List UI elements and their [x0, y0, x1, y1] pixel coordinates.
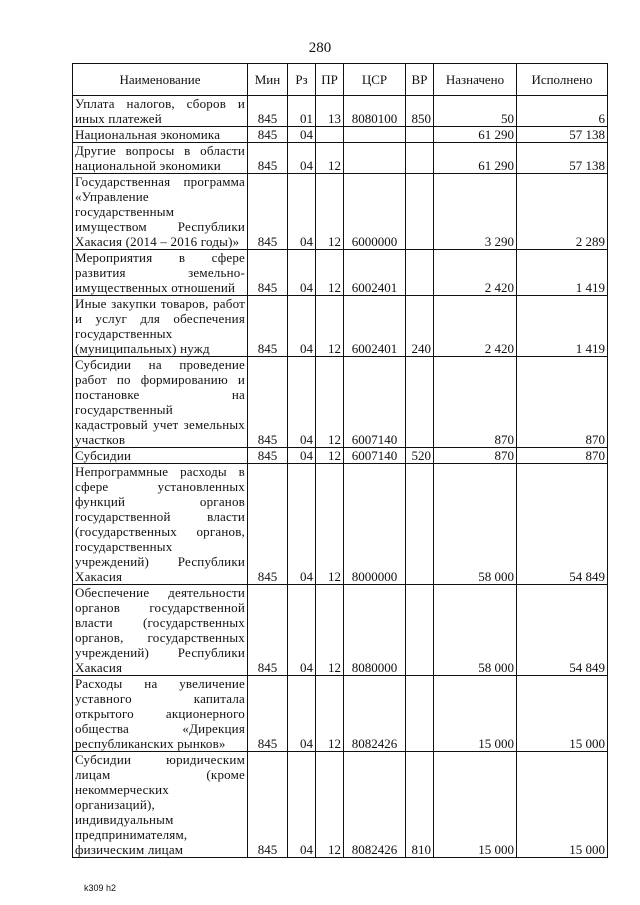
cell-assigned: 61 290: [434, 143, 517, 174]
cell-min: 845: [248, 174, 288, 250]
cell-assigned: 870: [434, 357, 517, 448]
cell-executed: 870: [517, 448, 608, 464]
cell-pr: 12: [316, 174, 344, 250]
cell-vr: 810: [406, 752, 434, 858]
cell-executed: 1 419: [517, 250, 608, 296]
cell-executed: 54 849: [517, 585, 608, 676]
cell-assigned: 3 290: [434, 174, 517, 250]
cell-rz: 04: [288, 448, 316, 464]
cell-pr: 12: [316, 250, 344, 296]
cell-csr: 6007140: [344, 448, 406, 464]
cell-vr: [406, 174, 434, 250]
cell-executed: 6: [517, 96, 608, 127]
cell-name: Иные закупки товаров, работ и услуг для обеспечения государственных (муниципальных) нужд: [73, 296, 248, 357]
cell-min: 845: [248, 96, 288, 127]
cell-csr: 8080000: [344, 585, 406, 676]
cell-assigned: 15 000: [434, 676, 517, 752]
table-row: [73, 752, 608, 858]
cell-rz: 04: [288, 174, 316, 250]
cell-pr: 12: [316, 752, 344, 858]
cell-name: Расходы на увеличение уставного капитала открытого акционерного общества «Дирекция республиканских рынков»: [73, 676, 248, 752]
table-header-row: [73, 64, 608, 96]
header-executed: Исполнено: [517, 64, 608, 96]
cell-executed: 57 138: [517, 143, 608, 174]
cell-name: Другие вопросы в области национальной экономики: [73, 143, 248, 174]
cell-assigned: 61 290: [434, 127, 517, 143]
cell-vr: [406, 143, 434, 174]
header-csr: ЦСР: [344, 64, 406, 96]
cell-csr: [344, 143, 406, 174]
cell-rz: 04: [288, 585, 316, 676]
cell-csr: [344, 127, 406, 143]
cell-name: Национальная экономика: [73, 127, 248, 143]
cell-csr: 6002401: [344, 296, 406, 357]
cell-pr: 13: [316, 96, 344, 127]
cell-vr: [406, 250, 434, 296]
cell-min: 845: [248, 464, 288, 585]
cell-executed: 57 138: [517, 127, 608, 143]
cell-pr: [316, 127, 344, 143]
table-row: [73, 250, 608, 296]
cell-rz: 04: [288, 296, 316, 357]
cell-csr: 6000000: [344, 174, 406, 250]
table-row: [73, 448, 608, 464]
table-row: [73, 127, 608, 143]
cell-rz: 01: [288, 96, 316, 127]
cell-rz: 04: [288, 464, 316, 585]
cell-assigned: 870: [434, 448, 517, 464]
cell-assigned: 58 000: [434, 464, 517, 585]
cell-name: Мероприятия в сфере развития земельно-имущественных отношений: [73, 250, 248, 296]
cell-assigned: 2 420: [434, 250, 517, 296]
table-row: [73, 96, 608, 127]
cell-executed: 15 000: [517, 676, 608, 752]
cell-min: 845: [248, 127, 288, 143]
cell-rz: 04: [288, 127, 316, 143]
cell-rz: 04: [288, 250, 316, 296]
cell-name: Непрограммные расходы в сфере установленных функций органов государственной власти (государственных органов, государственных учреждений) Республики Хакасия: [73, 464, 248, 585]
cell-name: Обеспечение деятельности органов государственной власти (государственных органов, государственных учреждений) Республики Хакасия: [73, 585, 248, 676]
table-row: [73, 296, 608, 357]
cell-assigned: 15 000: [434, 752, 517, 858]
cell-vr: 520: [406, 448, 434, 464]
cell-name: Субсидии на проведение работ по формированию и постановке на государственный кадастровый учет земельных участков: [73, 357, 248, 448]
cell-vr: [406, 357, 434, 448]
cell-rz: 04: [288, 143, 316, 174]
cell-min: 845: [248, 250, 288, 296]
page-number: 280: [308, 40, 332, 56]
cell-assigned: 50: [434, 96, 517, 127]
budget-table: [72, 63, 608, 858]
table-row: [73, 676, 608, 752]
table-body: [73, 96, 608, 858]
cell-executed: 2 289: [517, 174, 608, 250]
cell-vr: 240: [406, 296, 434, 357]
cell-min: 845: [248, 448, 288, 464]
header-name: Наименование: [73, 64, 248, 96]
cell-name: Субсидии: [73, 448, 248, 464]
cell-min: 845: [248, 676, 288, 752]
cell-csr: 8082426: [344, 676, 406, 752]
table-row: [73, 143, 608, 174]
cell-pr: 12: [316, 676, 344, 752]
footer-code: k309 h2: [84, 883, 117, 893]
header-pr: ПР: [316, 64, 344, 96]
cell-executed: 1 419: [517, 296, 608, 357]
cell-assigned: 58 000: [434, 585, 517, 676]
cell-csr: 8000000: [344, 464, 406, 585]
cell-pr: 12: [316, 448, 344, 464]
cell-name: Уплата налогов, сборов и иных платежей: [73, 96, 248, 127]
cell-rz: 04: [288, 752, 316, 858]
cell-csr: 6007140: [344, 357, 406, 448]
cell-name: Государственная программа «Управление государственным имуществом Республики Хакасия (2014 – 2016 годы)»: [73, 174, 248, 250]
cell-csr: 8082426: [344, 752, 406, 858]
cell-pr: 12: [316, 296, 344, 357]
cell-vr: [406, 676, 434, 752]
table-row: [73, 357, 608, 448]
header-min: Мин: [248, 64, 288, 96]
table-row: [73, 174, 608, 250]
cell-assigned: 2 420: [434, 296, 517, 357]
cell-vr: [406, 464, 434, 585]
header-assigned: Назначено: [434, 64, 517, 96]
header-vr: ВР: [406, 64, 434, 96]
cell-executed: 870: [517, 357, 608, 448]
header-rz: Рз: [288, 64, 316, 96]
cell-rz: 04: [288, 357, 316, 448]
cell-pr: 12: [316, 143, 344, 174]
cell-pr: 12: [316, 585, 344, 676]
cell-pr: 12: [316, 357, 344, 448]
cell-vr: [406, 127, 434, 143]
cell-executed: 15 000: [517, 752, 608, 858]
cell-min: 845: [248, 357, 288, 448]
table-row: [73, 464, 608, 585]
cell-csr: 6002401: [344, 250, 406, 296]
table-row: [73, 585, 608, 676]
cell-pr: 12: [316, 464, 344, 585]
cell-min: 845: [248, 296, 288, 357]
cell-min: 845: [248, 143, 288, 174]
cell-min: 845: [248, 752, 288, 858]
cell-name: Субсидии юридическим лицам (кроме некоммерческих организаций), индивидуальным предпринимателям, физическим лицам: [73, 752, 248, 858]
cell-vr: [406, 585, 434, 676]
cell-vr: 850: [406, 96, 434, 127]
cell-rz: 04: [288, 676, 316, 752]
cell-csr: 8080100: [344, 96, 406, 127]
cell-min: 845: [248, 585, 288, 676]
cell-executed: 54 849: [517, 464, 608, 585]
